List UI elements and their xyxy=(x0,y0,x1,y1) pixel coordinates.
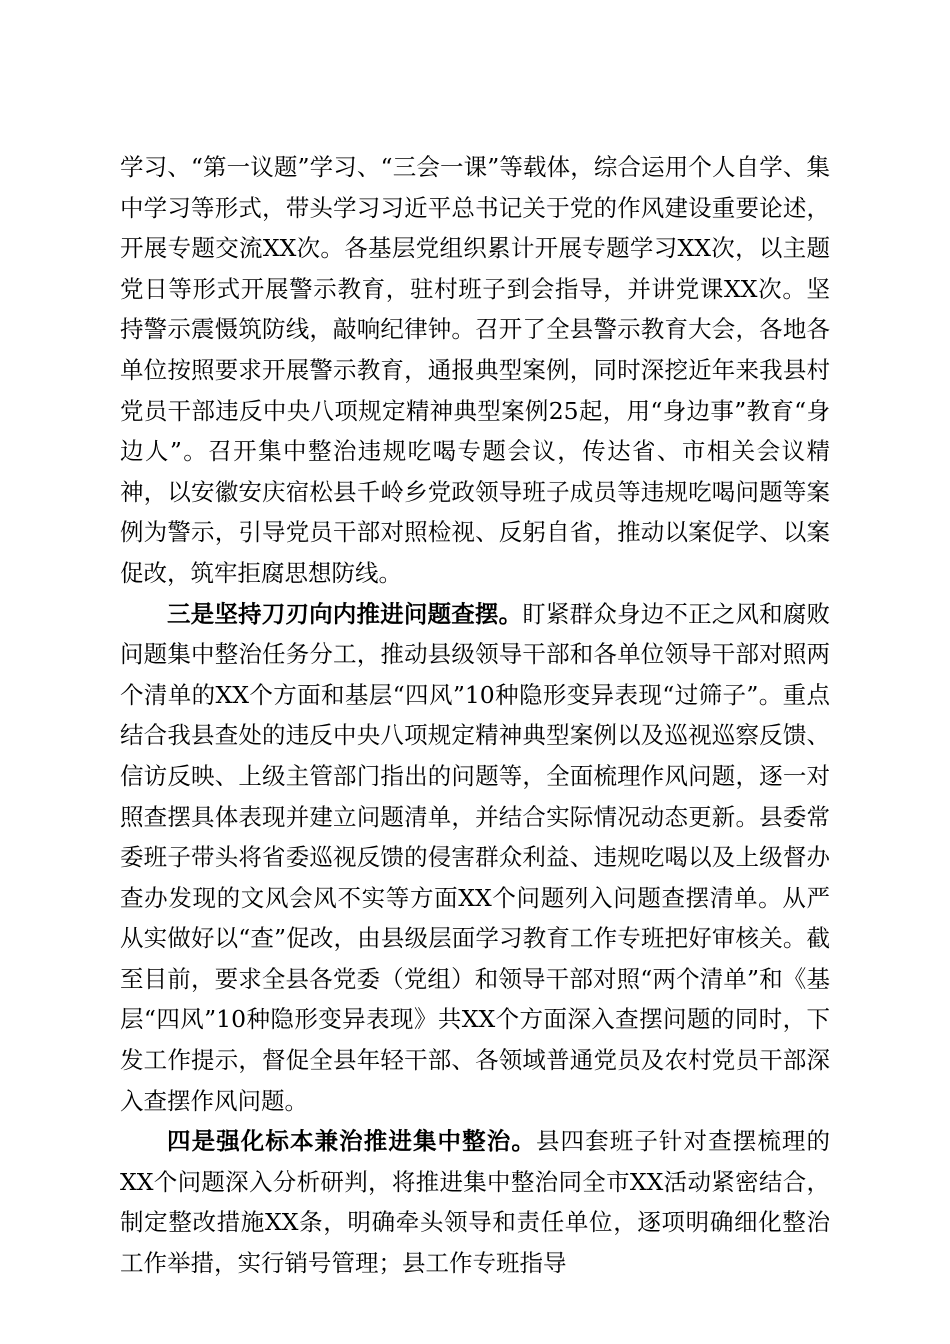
paragraph-2-heading: 三是坚持刀刃向内推进问题查摆。 xyxy=(167,599,523,628)
document-body xyxy=(120,147,830,1284)
paragraph-3-text: 县四套班子针对查摆梳理的XX个问题深入分析研判，将推进集中整治同全市XX活动紧密结合，制定整改措施XX条，明确牵头领导和责任单位，逐项明确细化整治工作举措，实行销号管理；县工作专班指导 xyxy=(120,1127,831,1278)
paragraph-2-text: 盯紧群众身边不正之风和腐败问题集中整治任务分工，推动县级领导干部和各单位领导干部对照两个清单的XX个方面和基层“四风”10种隐形变异表现“过筛子”。重点结合我县查处的违反中央八项规定精神典型案例以及巡视巡察反馈、信访反映、上级主管部门指出的问题等，全面梳理作风问题，逐一对照查摆具体表现并建立问题清单，并结合实际情况动态更新。县委常委班子带头将省委巡视反馈的侵害群众利益、违规吃喝以及上级督办查办发现的文风会风不实等方面XX个问题列入问题查摆清单。从严从实做好以“查”促改，由县级层面学习教育工作专班把好审核关。截至目前，要求全县各党委（党组）和领导干部对照“两个清单”和《基层“四风”10种隐形变异表现》共XX个方面深入查摆问题的同时，下发工作提示，督促全县年轻干部、各领域普通党员及农村党员干部深入查摆作风问题。 xyxy=(120,599,831,1115)
paragraph-3 xyxy=(120,1121,830,1283)
paragraph-2 xyxy=(120,594,830,1122)
paragraph-1 xyxy=(120,147,830,594)
paragraph-1-text: 学习、“第一议题”学习、“三会一课”等载体，综合运用个人自学、集中学习等形式，带头学习习近平总书记关于党的作风建设重要论述，开展专题交流XX次。各基层党组织累计开展专题学习XX次，以主题党日等形式开展警示教育，驻村班子到会指导，并讲党课XX次。坚持警示震慑筑防线，敲响纪律钟。召开了全县警示教育大会，各地各单位按照要求开展警示教育，通报典型案例，同时深挖近年来我县村党员干部违反中央八项规定精神典型案例25起，用“身边事”教育“身边人”。召开集中整治违规吃喝专题会议，传达省、市相关会议精神，以安徽安庆宿松县千岭乡党政领导班子成员等违规吃喝问题等案例为警示，引导党员干部对照检视、反躬自省，推动以案促学、以案促改，筑牢拒腐思想防线。 xyxy=(120,153,830,587)
paragraph-3-heading: 四是强化标本兼治推进集中整治。 xyxy=(167,1127,536,1156)
